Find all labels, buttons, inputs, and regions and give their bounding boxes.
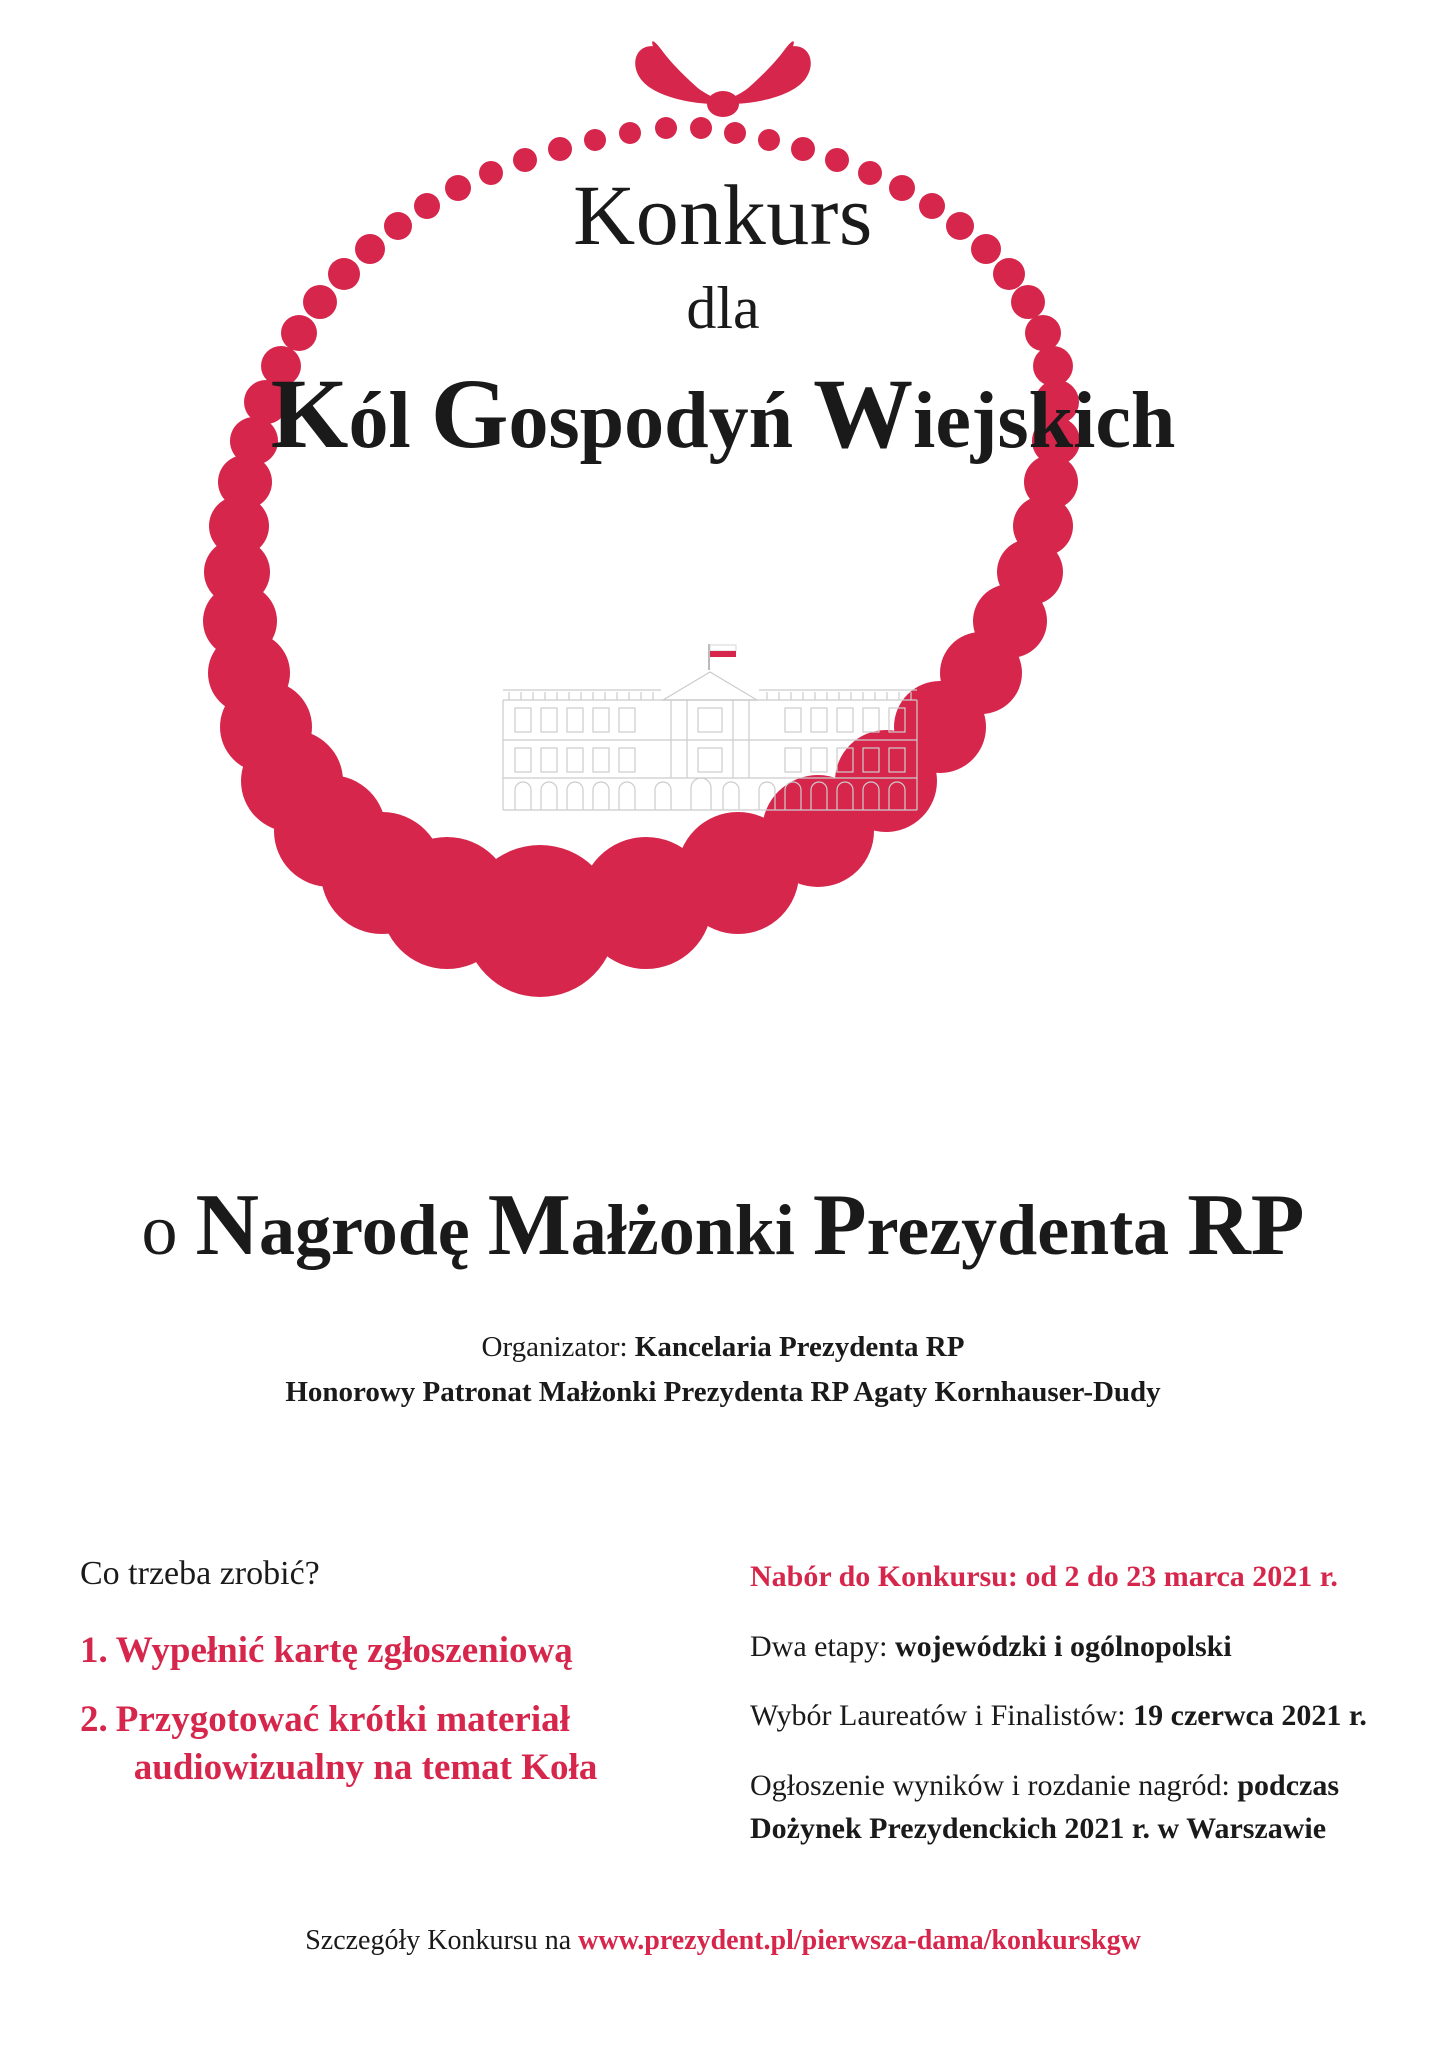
footer-prefix: Szczegóły Konkursu na xyxy=(305,1925,579,1956)
title-line-konkurs: Konkurs xyxy=(573,167,873,263)
title-cap-k: K xyxy=(270,358,349,470)
right-column xyxy=(750,1555,1370,1877)
right-line-nabor xyxy=(750,1555,1370,1599)
subtitle-text-alzonki: ałżonki xyxy=(570,1190,813,1270)
right-line-3-label: Ogłoszenie wyników i rozdanie nagród: xyxy=(750,1768,1238,1802)
subtitle-cap-p: P xyxy=(812,1177,867,1274)
organizer-value: Kancelaria Prezydenta RP xyxy=(634,1331,965,1363)
right-line-4-bold: Dożynek Prezydenckich 2021 r. w Warszawie xyxy=(750,1812,1327,1845)
right-line-0-label: Nabór do Konkursu: od 2 do 23 marca 2021 r. xyxy=(750,1560,1338,1593)
subtitle-text-rp: RP xyxy=(1187,1177,1305,1274)
right-line-ogloszenie xyxy=(750,1764,1370,1851)
task-item-2 xyxy=(80,1696,700,1791)
title-text-iejskich: iejskich xyxy=(913,377,1176,466)
organizer-block xyxy=(0,1325,1446,1415)
task-text-2 xyxy=(116,1696,598,1791)
task-text-2-line1: Przygotować krótki materiał xyxy=(115,1699,570,1741)
organizer-line xyxy=(0,1325,1446,1370)
polish-flag-icon xyxy=(708,644,736,670)
patronage-line xyxy=(0,1370,1446,1415)
right-line-1-bold: wojewódzki i ogólnopolski xyxy=(894,1629,1232,1663)
task-number-1: 1. xyxy=(80,1630,108,1671)
subtitle-text-agrode: agrodę xyxy=(259,1190,488,1270)
patronage-text: Honorowy Patronat Małżonki Prezydenta RP Agaty Kornhauser-Dudy xyxy=(285,1375,1161,1408)
title-cap-g: G xyxy=(430,358,509,470)
right-line-etapy xyxy=(750,1625,1370,1669)
task-text-1 xyxy=(116,1627,573,1674)
left-question: Co trzeba zrobić? xyxy=(80,1555,320,1592)
footer-details xyxy=(0,1925,1446,1957)
presidential-palace-icon xyxy=(495,640,925,840)
subtitle-cap-m: M xyxy=(487,1177,571,1274)
title-line-dla: dla xyxy=(686,275,760,342)
ribbon-bow-icon xyxy=(635,41,811,117)
task-text-2-line2: audiowizualny na temat Koła xyxy=(133,1746,598,1788)
subtitle-text-o: o xyxy=(141,1190,196,1270)
footer-url[interactable]: www.prezydent.pl/pierwsza-dama/konkurskgw xyxy=(578,1925,1141,1956)
info-columns xyxy=(80,1555,1370,1877)
organizer-label: Organizator: xyxy=(481,1331,635,1363)
task-text-1-line1: Wypełnić kartę zgłoszeniową xyxy=(115,1630,573,1671)
title-text-ospodyn: ospodyń xyxy=(508,377,814,466)
right-line-1-label: Dwa etapy: xyxy=(750,1629,895,1663)
poster-subtitle xyxy=(0,1175,1446,1276)
right-line-wybor xyxy=(750,1694,1370,1738)
right-line-3-bold: podczas xyxy=(1237,1768,1340,1802)
left-column xyxy=(80,1555,700,1877)
title-text-ol: ól xyxy=(348,377,431,466)
right-line-2-bold: 19 czerwca 2021 r. xyxy=(1133,1699,1367,1732)
title-cap-w: W xyxy=(813,358,914,470)
task-number-2: 2. xyxy=(80,1699,108,1741)
subtitle-text-rezydenta: rezydenta xyxy=(866,1190,1188,1270)
presidential-palace-illustration xyxy=(495,640,925,840)
task-item-1 xyxy=(80,1627,700,1674)
right-line-2-label: Wybór Laureatów i Finalistów: xyxy=(750,1699,1134,1732)
subtitle-cap-n: N xyxy=(195,1177,260,1274)
